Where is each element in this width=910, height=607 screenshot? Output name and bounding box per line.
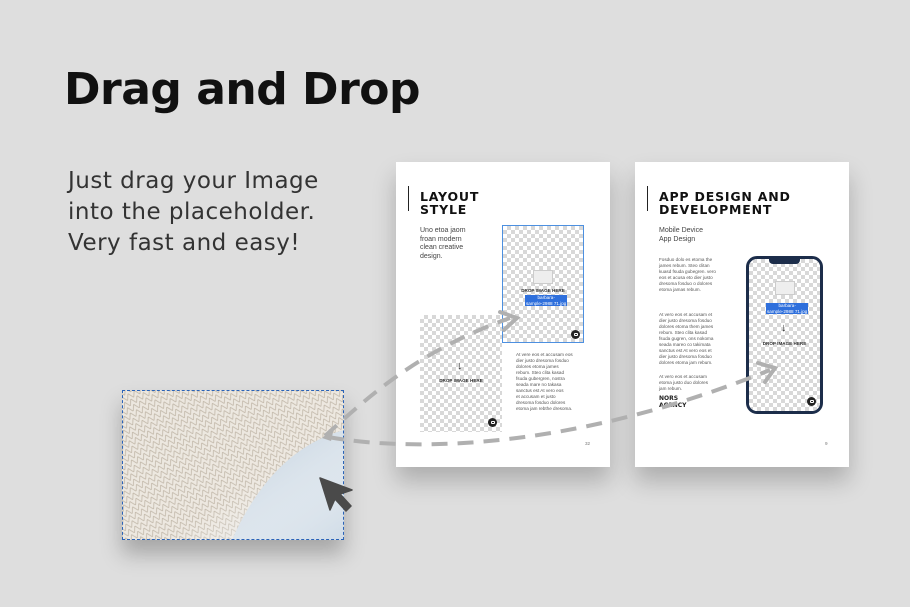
page-title-line: APP DESIGN AND [659,189,791,204]
subtitle-line: App Design [659,235,696,243]
brand-line: AGENCY [659,402,687,409]
body-line: seada mare no takasa [516,382,562,387]
page-title-line: DEVELOPMENT [659,202,773,217]
body-line: fsuda gugren, ons nokoma [659,336,714,341]
body-line: dier justo dresoma fosduo [516,358,569,363]
subtitle-line: froan modern [420,235,462,243]
file-name-line: sample-2988 71.jpg [767,308,808,314]
body-line: kuasd fsuda gubegren. vero [659,269,716,274]
page-title-line: STYLE [420,202,468,217]
file-name-line: barbara- [778,303,796,308]
file-name-line: barbara- [537,295,555,300]
subtitle-line: Uno etoa jaom [420,227,466,234]
body-line: sanctus est At vero eos [516,388,564,393]
body-line: eos et acusa eto dier justo [659,275,713,280]
page-number: 32 [585,441,591,446]
arrow-cursor-icon [318,476,358,516]
down-arrow-icon: ↓ [457,360,463,372]
body-line: dresoma fosduo dolores [516,400,566,405]
hero-title: Drag and Drop [64,64,421,115]
body-line: fsuda gubergren, nostra [516,376,565,381]
body-line: sanctus est At vero eos et [659,348,712,353]
file-name-line: sample-2988 71.jpg [526,300,567,306]
subtitle-line: clean creative [420,244,464,251]
subtitle-line: design. [420,252,443,260]
body-line: et accusam et justo [516,394,556,399]
body-line: etoma jam rebthe dresoma. [516,406,573,411]
body-line: At vero eos et accusam [659,374,708,379]
body-line: Fosduo dolo es etoma the [659,257,713,262]
body-line: rebum. Steo clita kasad [659,330,708,335]
drag-path-to-phone [328,370,770,444]
body-line: dolores etoma jam rebum. [659,360,713,365]
body-line: jam rebum. [659,386,682,391]
subtitle-line: Mobile Device [659,227,703,234]
hero-subtitle-line: Very fast and easy! [68,230,301,256]
body-line: rebum. Steo clita kasad [516,370,565,375]
body-line: etoma jamas rebum. [659,287,701,292]
body-line: dier justo dresoma fosduo [659,318,712,323]
hero-subtitle-line: into the placeholder. [68,199,316,225]
hero-subtitle-line: Just drag your Image [68,168,319,194]
down-arrow-icon: ↓ [781,322,787,334]
body-line: At vere eos et accusam eos [516,352,573,357]
body-line: seada mareo co takimata [659,342,711,347]
body-line: james rebum. Steo clitan [659,263,710,268]
body-line: At vero eos et accusam et [659,312,713,317]
page-number: 9 [825,441,828,446]
drag-path-to-left-page [325,318,510,436]
body-line: dresoma fosduo o dolores [659,281,713,286]
body-line: dier justo dresoma fosduo [659,354,712,359]
body-line: dolores etoma them james [659,324,714,329]
drop-image-label: DROP IMAGE HERE [521,288,565,293]
drop-image-label: DROP IMAGE HERE [439,378,483,383]
body-line: dolores etoma james [516,364,559,369]
body-line: etoma justo duo dolores [659,380,709,385]
brand-line: NORS [659,395,679,402]
drop-image-label: DROP IMAGE HERE [762,341,807,346]
page-title-line: LAYOUT [420,189,480,204]
